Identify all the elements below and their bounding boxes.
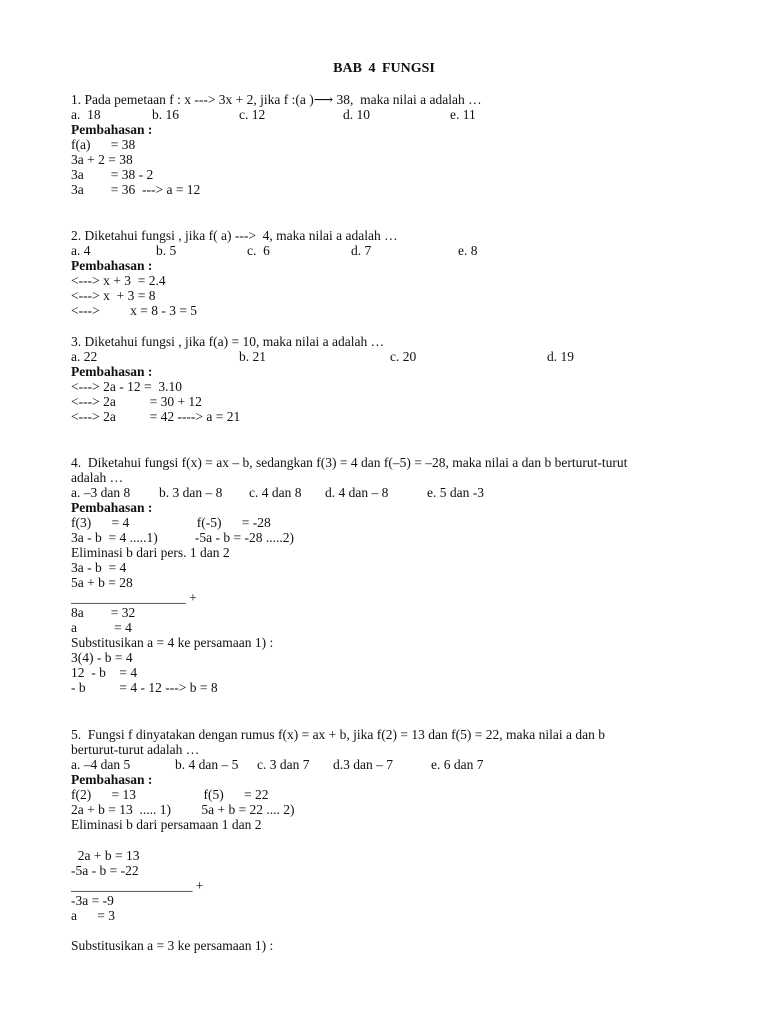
q5-solution-line: 2a + b = 13 bbox=[71, 848, 140, 863]
q4-solution-line: a = 4 bbox=[71, 620, 132, 635]
q1-option-c: c. 12 bbox=[239, 107, 266, 122]
q4-option-a: a. –3 dan 8 bbox=[71, 485, 131, 500]
q2-solution-line: <---> x = 8 - 3 = 5 bbox=[71, 303, 198, 318]
q5-solution-line: a = 3 bbox=[71, 908, 115, 923]
q4-solution-line: 3a - b = 4 .....1) -5a - b = -28 .....2) bbox=[71, 530, 294, 545]
question-1-text: 1. Pada pemetaan f : x ---> 3x + 2, jika f :(a )⟶ 38, maka nilai a adalah … bbox=[71, 92, 482, 107]
q4-option-d: d. 4 dan – 8 bbox=[325, 485, 389, 500]
q2-option-d: d. 7 bbox=[351, 243, 372, 258]
q2-solution-line: <---> x + 3 = 2.4 bbox=[71, 273, 166, 288]
q1-option-b: b. 16 bbox=[152, 107, 179, 122]
q2-option-c: c. 6 bbox=[247, 243, 270, 258]
question-2-text: 2. Diketahui fungsi , jika f( a) ---> 4, maka nilai a adalah … bbox=[71, 228, 398, 243]
q5-option-c: c. 3 dan 7 bbox=[257, 757, 310, 772]
q4-solution-line: f(3) = 4 f(-5) = -28 bbox=[71, 515, 271, 530]
q4-solution-line: 3(4) - b = 4 bbox=[71, 650, 133, 665]
q1-solution-line: f(a) = 38 bbox=[71, 137, 136, 152]
q3-option-c: c. 20 bbox=[390, 349, 417, 364]
q2-discussion-heading: Pembahasan : bbox=[71, 258, 153, 273]
q3-solution-line: <---> 2a = 30 + 12 bbox=[71, 394, 202, 409]
q3-option-a: a. 22 bbox=[71, 349, 98, 364]
q1-solution-line: 3a = 36 ---> a = 12 bbox=[71, 182, 201, 197]
q3-option-d: d. 19 bbox=[547, 349, 574, 364]
q2-option-b: b. 5 bbox=[156, 243, 177, 258]
q4-option-e: e. 5 dan -3 bbox=[427, 485, 484, 500]
q5-discussion-heading: Pembahasan : bbox=[71, 772, 153, 787]
q5-solution-line: Eliminasi b dari persamaan 1 dan 2 bbox=[71, 817, 262, 832]
q5-solution-line: f(2) = 13 f(5) = 22 bbox=[71, 787, 269, 802]
q5-option-a: a. –4 dan 5 bbox=[71, 757, 131, 772]
document-title: BAB 4 FUNGSI bbox=[333, 61, 435, 76]
question-3-text: 3. Diketahui fungsi , jika f(a) = 10, maka nilai a adalah … bbox=[71, 334, 385, 349]
q5-option-e: e. 6 dan 7 bbox=[431, 757, 484, 772]
q4-solution-line: 5a + b = 28 bbox=[71, 575, 133, 590]
q4-discussion-heading: Pembahasan : bbox=[71, 500, 153, 515]
q2-option-a: a. 4 bbox=[71, 243, 91, 258]
q4-option-c: c. 4 dan 8 bbox=[249, 485, 302, 500]
q1-option-e: e. 11 bbox=[450, 107, 476, 122]
q4-sum-rule: _________________ + bbox=[71, 590, 197, 605]
question-5-text-cont: berturut-turut adalah … bbox=[71, 742, 200, 757]
q4-option-b: b. 3 dan – 8 bbox=[159, 485, 223, 500]
q5-option-b: b. 4 dan – 5 bbox=[175, 757, 239, 772]
q1-discussion-heading: Pembahasan : bbox=[71, 122, 153, 137]
q5-solution-line: -3a = -9 bbox=[71, 893, 114, 908]
q2-solution-line: <---> x + 3 = 8 bbox=[71, 288, 156, 303]
q3-discussion-heading: Pembahasan : bbox=[71, 364, 153, 379]
q5-solution-line: -5a - b = -22 bbox=[71, 863, 139, 878]
q4-solution-line: - b = 4 - 12 ---> b = 8 bbox=[71, 680, 218, 695]
q1-option-a: a. 18 bbox=[71, 107, 101, 122]
q3-solution-line: <---> 2a - 12 = 3.10 bbox=[71, 379, 182, 394]
q4-solution-line: Eliminasi b dari pers. 1 dan 2 bbox=[71, 545, 230, 560]
q1-solution-line: 3a = 38 - 2 bbox=[71, 167, 154, 182]
q2-option-e: e. 8 bbox=[458, 243, 478, 258]
q3-option-b: b. 21 bbox=[239, 349, 266, 364]
q5-sum-rule: __________________ + bbox=[71, 878, 204, 893]
q4-solution-line: 8a = 32 bbox=[71, 605, 136, 620]
question-4-text: 4. Diketahui fungsi f(x) = ax – b, sedangkan f(3) = 4 dan f(–5) = –28, maka nilai a dan b berturut-turut bbox=[71, 455, 628, 470]
q5-solution-line: Substitusikan a = 3 ke persamaan 1) : bbox=[71, 938, 274, 953]
q5-solution-line: 2a + b = 13 ..... 1) 5a + b = 22 .... 2) bbox=[71, 802, 295, 817]
q4-solution-line: 12 - b = 4 bbox=[71, 665, 138, 680]
q4-solution-line: Substitusikan a = 4 ke persamaan 1) : bbox=[71, 635, 274, 650]
q1-solution-line: 3a + 2 = 38 bbox=[71, 152, 133, 167]
question-4-text-cont: adalah … bbox=[71, 470, 124, 485]
q4-solution-line: 3a - b = 4 bbox=[71, 560, 127, 575]
q3-solution-line: <---> 2a = 42 ----> a = 21 bbox=[71, 409, 241, 424]
q1-option-d: d. 10 bbox=[343, 107, 370, 122]
q5-option-d: d.3 dan – 7 bbox=[333, 757, 393, 772]
question-5-text: 5. Fungsi f dinyatakan dengan rumus f(x) = ax + b, jika f(2) = 13 dan f(5) = 22, maka nilai a dan b bbox=[71, 727, 605, 742]
